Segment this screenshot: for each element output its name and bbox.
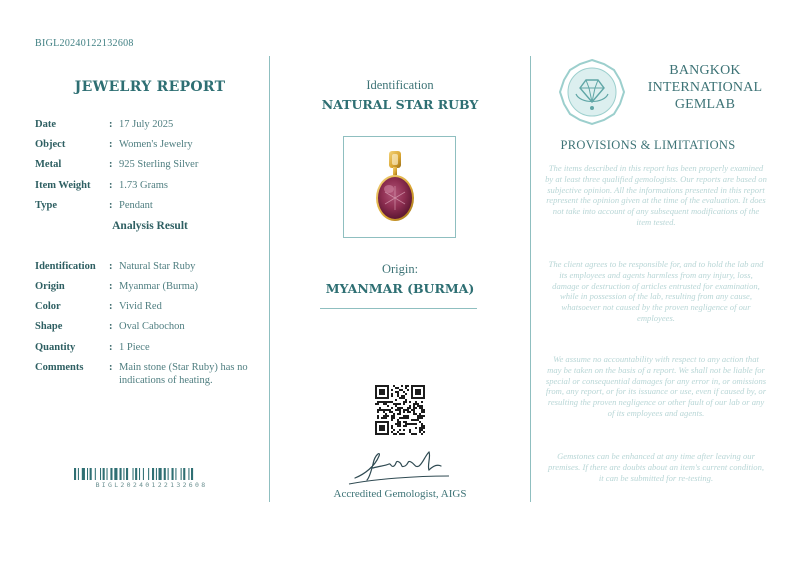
origin-underline [320,308,477,309]
provisions-paragraph: Gemstones can be enhanced at any time after leaving our premises. If there are doubts about an item's current condition, it can be submitted for re-testing. [547,451,765,483]
detail-value: Pendant [119,200,153,211]
lab-name [632,62,778,113]
pendant-image-icon [344,137,455,237]
colon: : [109,180,113,191]
barcode-icon [74,468,229,480]
analysis-value: 1 Piece [119,342,150,353]
report-number: BIGL20240122132608 [35,38,134,49]
identification-value: NATURAL STAR RUBY [321,97,479,112]
signature-icon [345,446,455,488]
detail-label: Item Weight [35,180,91,191]
qr-code-icon [375,385,425,435]
analysis-label: Origin [35,281,65,292]
analysis-title: Analysis Result [112,220,188,232]
colon: : [109,200,113,211]
colon: : [109,261,113,272]
column-divider-right [530,56,531,502]
detail-value: 1.73 Grams [119,180,168,191]
colon: : [109,301,113,312]
detail-label: Metal [35,159,62,170]
colon: : [109,139,113,150]
identification-label: Identification [366,78,434,92]
analysis-value: Vivid Red [119,301,162,312]
analysis-label: Color [35,301,61,312]
provisions-title: PROVISIONS & LIMITATIONS [560,138,736,152]
gemologist-credit: Accredited Gemologist, AIGS [333,488,467,500]
detail-value: 925 Sterling Silver [119,159,199,170]
lab-name-line: GEMLAB [674,97,736,112]
gemlab-logo-icon [558,58,626,126]
report-title: JEWELRY REPORT [74,79,226,95]
analysis-label: Identification [35,261,96,272]
lab-name-line: INTERNATIONAL [647,80,763,95]
analysis-value: Natural Star Ruby [119,261,196,272]
detail-label: Object [35,139,66,150]
detail-value: Women's Jewelry [119,139,193,150]
analysis-value: Oval Cabochon [119,321,185,332]
colon: : [109,119,113,130]
column-divider-left [269,56,270,502]
origin-value: MYANMAR (BURMA) [325,281,475,296]
analysis-label: Quantity [35,342,76,353]
pendant-photo [343,136,456,238]
provisions-paragraph: The items described in this report has been properly examined by at least three qualified gemologists. Our reports are based on subjective opinion. All the informations presented in this report represent the opinion given at the time of the evaluation. It does not take into account of any subsequent modifications of the item tested. [545,163,767,227]
analysis-value: Myanmar (Burma) [119,281,199,292]
colon: : [109,362,113,373]
detail-label: Type [35,200,57,211]
lab-name-line: BANGKOK [669,63,741,78]
provisions-paragraph: We assume no accountability with respect to any action that may be taken on the basis of a report. We shall not be liable for special or consequential damages for any error in, or omissions from, any report, or for its issuance or use, even if caused by, or resulting the proven negligence or other fault of our lab or any of its employees and agents. [545,354,767,418]
detail-label: Date [35,119,56,130]
origin-label: Origin: [381,262,419,276]
colon: : [109,159,113,170]
colon: : [109,321,113,332]
analysis-label: Comments [35,362,84,373]
detail-value: 17 July 2025 [119,119,174,130]
barcode-text: BIGL20240122132608 [95,481,208,489]
colon: : [109,281,113,292]
analysis-label: Shape [35,321,63,332]
colon: : [109,342,113,353]
analysis-value: Main stone (Star Ruby) has no indications of heating. [119,362,248,386]
provisions-paragraph: The client agrees to be responsible for, and to hold the lab and its employees and agents harmless from any injury, loss, damage or destruction of articles entrusted for examination, while in possession of the lab, resulting from any cause, whatsoever not caused by the proven negligence of our employees. [548,259,764,323]
